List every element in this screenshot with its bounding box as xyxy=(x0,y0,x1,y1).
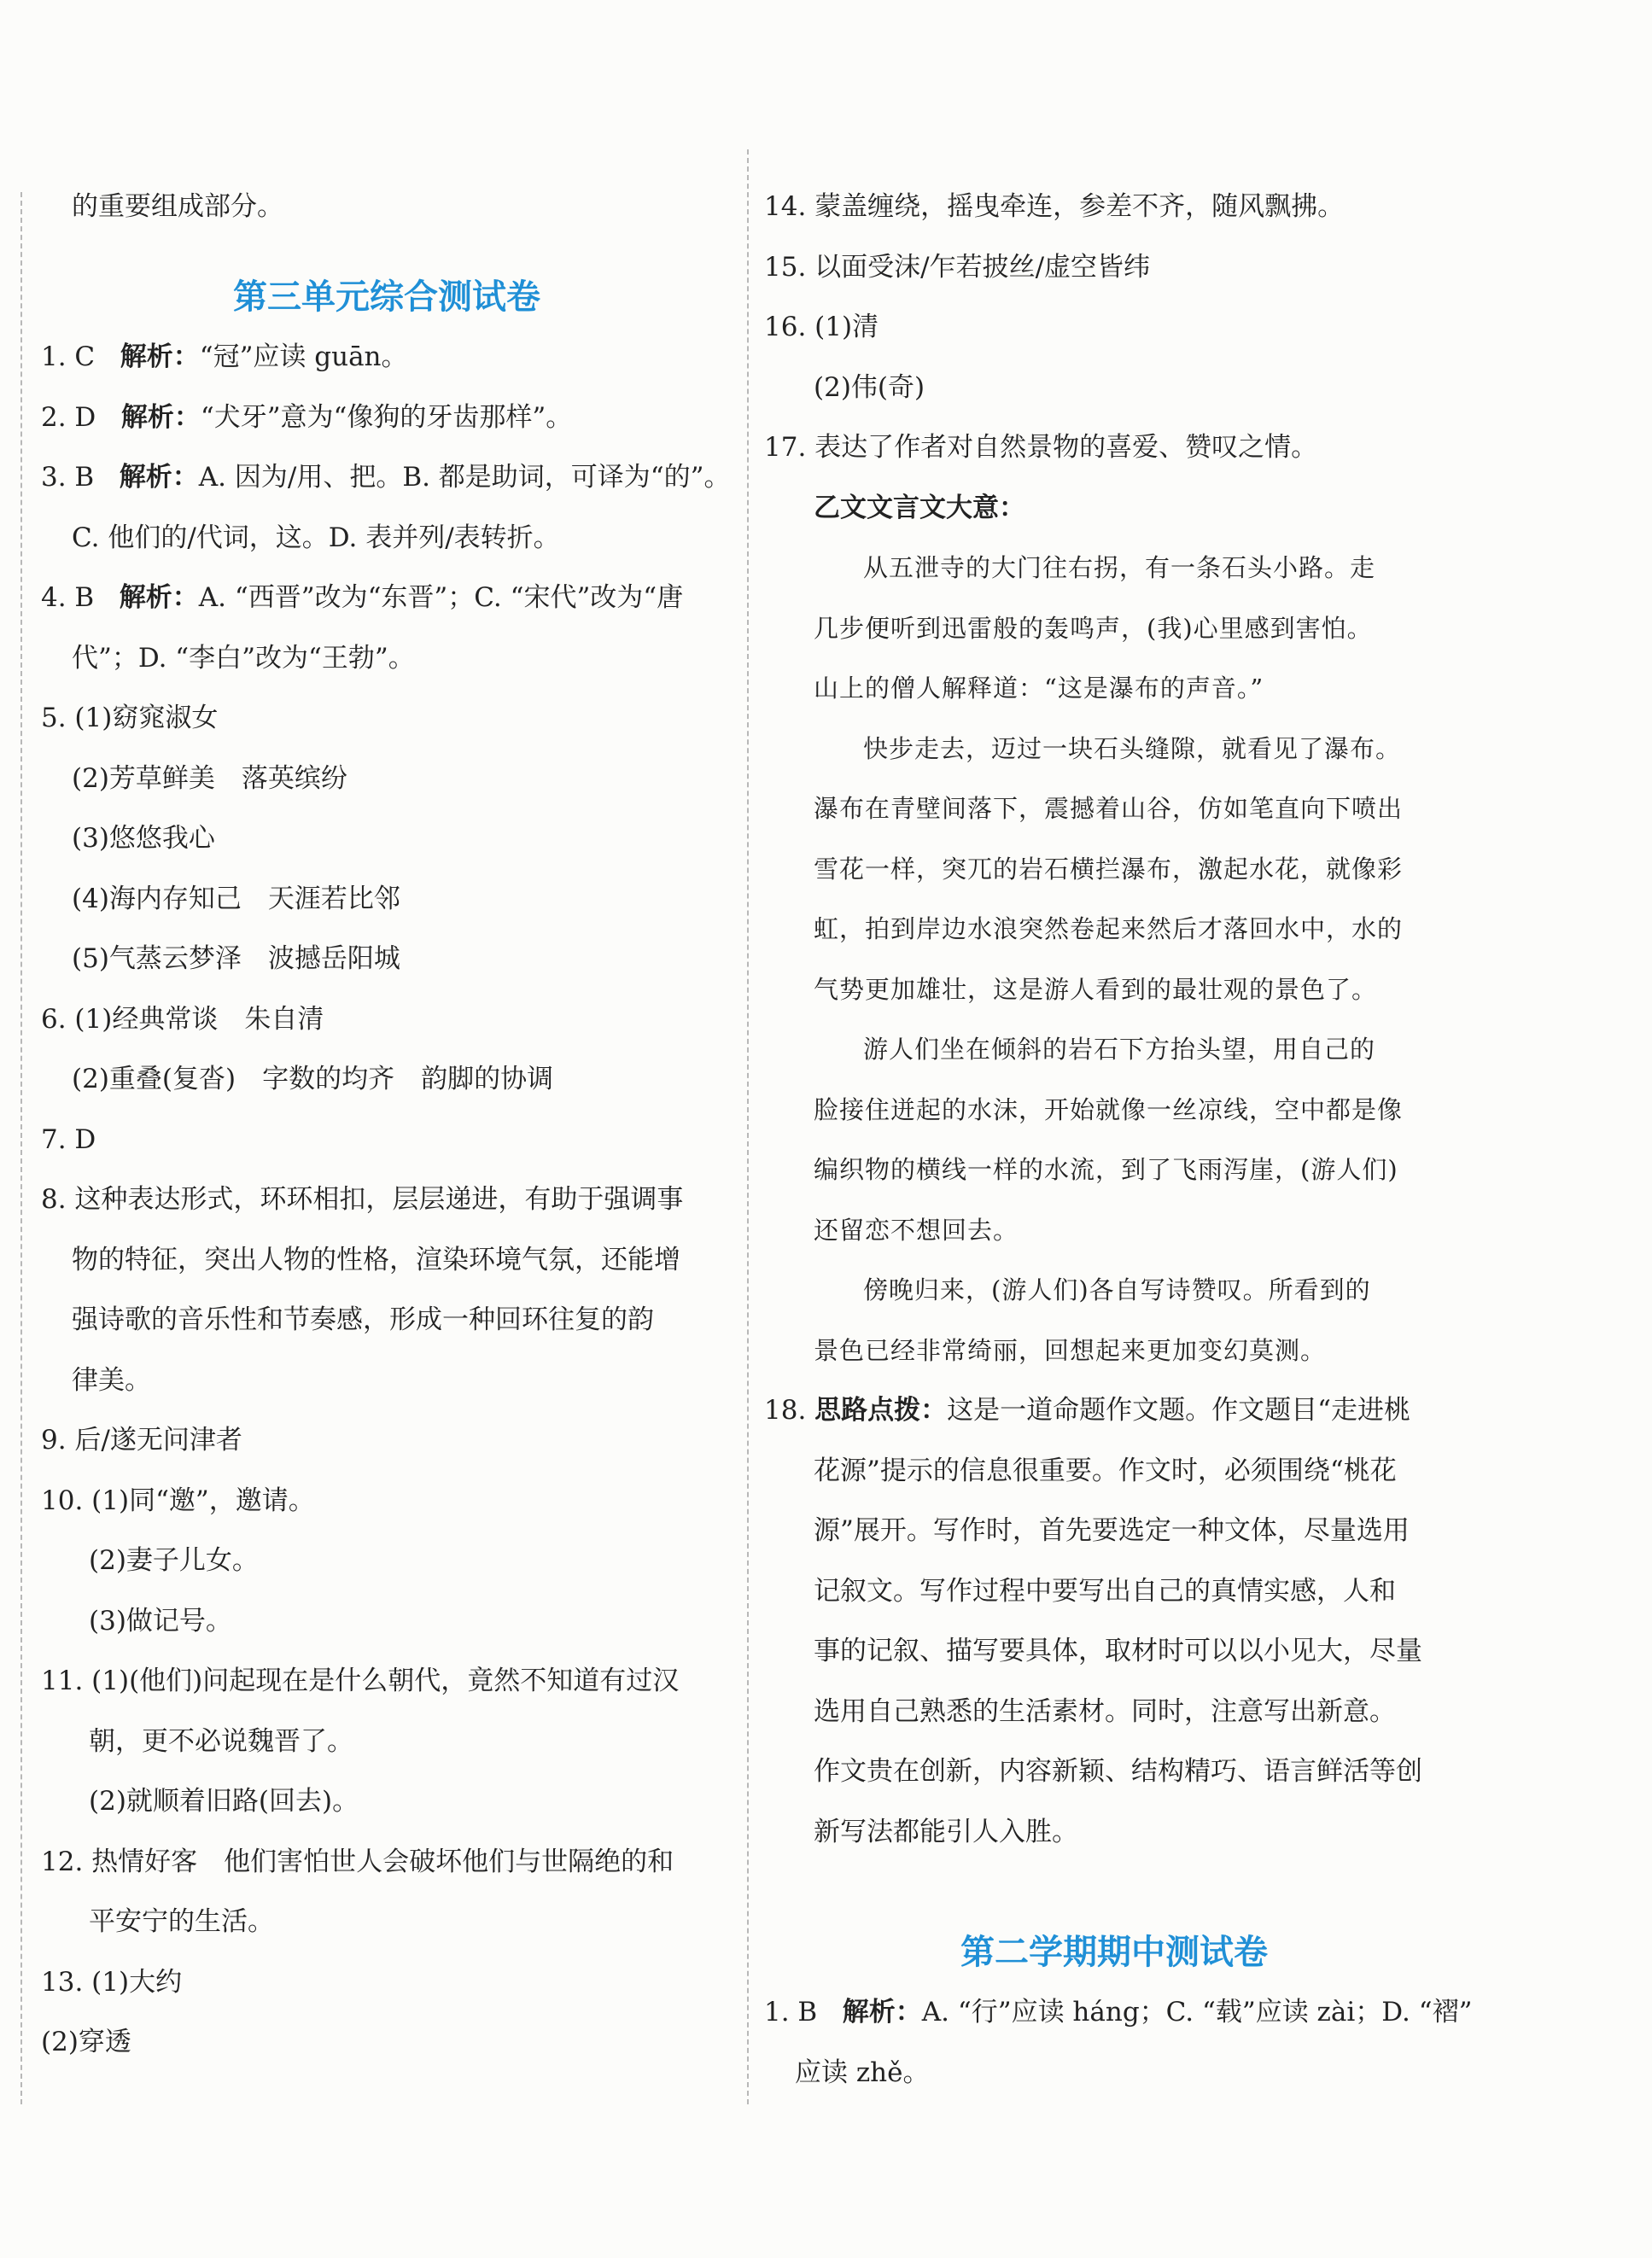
answer-5-3: (3)悠悠我心 xyxy=(72,823,215,854)
answer-8-4: 律美。 xyxy=(72,1364,151,1396)
answer-10-2: (2)妻子儿女。 xyxy=(89,1545,259,1576)
answer-18-line: 新写法都能引人入胜。 xyxy=(814,1816,1078,1847)
answer-9: 9. 后/遂无问津者 xyxy=(41,1425,242,1456)
translation-line: 气势更加雄壮，这是游人看到的最壮观的景色了。 xyxy=(814,974,1378,1004)
answer-2 xyxy=(41,388,733,448)
answer-4 xyxy=(41,568,733,628)
answer-text: A. “西晋”改为“东晋”；C. “宋代”改为“唐 xyxy=(198,582,684,613)
answer-5-1: 5. (1)窈窕淑女 xyxy=(41,703,219,733)
column-divider xyxy=(747,149,749,2104)
text-line: 的重要组成部分。 xyxy=(72,191,283,222)
answer-4-continued: 代”；D. “李白”改为“王勃”。 xyxy=(72,642,415,674)
answer-11-3: (2)就顺着旧路(回去)。 xyxy=(89,1786,359,1817)
answer-5-4: (4)海内存知己 天涯若比邻 xyxy=(72,883,400,914)
answer-text: A. “行”应读 háng；C. “载”应读 zài；D. “褶” xyxy=(921,1997,1473,2028)
answer-text: “冠”应读 guān。 xyxy=(199,341,408,372)
translation-line: 从五泄寺的大门往右拐，有一条石头小路。走 xyxy=(863,553,1376,582)
answer-number: 18. xyxy=(764,1395,815,1426)
translation-line: 编织物的横线一样的水流，到了飞雨泻崖，(游人们) xyxy=(814,1155,1398,1184)
translation-line: 游人们坐在倾斜的岩石下方抬头望，用自己的 xyxy=(863,1035,1376,1064)
left-column xyxy=(41,177,733,2073)
analysis-label: 解析： xyxy=(119,462,199,493)
answer-number: 4. B xyxy=(41,582,95,613)
answer-6-1: 6. (1)经典常谈 朱自清 xyxy=(41,1003,324,1035)
answer-18-line: 花源”提示的信息很重要。作文时，必须围绕“桃花 xyxy=(814,1455,1397,1486)
answer-18-line: 事的记叙、描写要具体，取材时可以以小见大，尽量 xyxy=(814,1636,1422,1666)
answer-text: “犬牙”意为“像狗的牙齿那样”。 xyxy=(200,401,573,433)
right-column xyxy=(764,177,1473,2103)
left-margin-divider xyxy=(20,192,22,2104)
answer-18-line: 作文贵在创新，内容新颖、结构精巧、语言鲜活等创 xyxy=(814,1756,1422,1787)
answer-12-2: 平安宁的生活。 xyxy=(89,1906,274,1937)
answer-3-continued: C. 他们的/代词，这。D. 表并列/表转折。 xyxy=(72,522,560,553)
translation-line: 还留恋不想回去。 xyxy=(814,1215,1019,1245)
translation-line: 瀑布在青壁间落下，震撼着山谷，仿如笔直向下喷出 xyxy=(814,794,1404,823)
answer-14: 14. 蒙盖缠绕，摇曳牵连，参差不齐，随风飘拂。 xyxy=(764,191,1345,222)
analysis-label: 解析： xyxy=(120,401,201,433)
answer-10-3: (3)做记号。 xyxy=(89,1605,232,1637)
answer-18-line: 源”展开。写作时，首先要选定一种文体，尽量选用 xyxy=(814,1515,1410,1546)
translation-heading: 乙文文言文大意： xyxy=(814,492,1025,523)
answer-1 xyxy=(41,327,733,388)
answer-5-2: (2)芳草鲜美 落英缤纷 xyxy=(72,762,347,794)
answer-16-1: 16. (1)清 xyxy=(764,312,879,342)
answer-8-3: 强诗歌的音乐性和节奏感，形成一种回环往复的韵 xyxy=(72,1304,654,1335)
section-title-unit3: 第三单元综合测试卷 xyxy=(233,277,540,317)
answer-number: 1. B xyxy=(764,1997,818,2028)
answer-7: 7. D xyxy=(41,1123,96,1155)
answer-8-1: 8. 这种表达形式，环环相扣，层层递进，有助于强调事 xyxy=(41,1184,684,1215)
answer-text: 这是一道命题作文题。作文题目“走进桃 xyxy=(947,1395,1411,1426)
translation-line: 山上的僧人解释道：“这是瀑布的声音。” xyxy=(814,674,1264,703)
translation-line: 快步走去，迈过一块石头缝隙，就看见了瀑布。 xyxy=(863,733,1402,763)
translation-line: 景色已经非常绮丽，回想起来更加变幻莫测。 xyxy=(814,1335,1327,1365)
answer-18-line: 选用自己熟悉的生活素材。同时，注意写出新意。 xyxy=(814,1695,1396,1727)
answer-11-2: 朝，更不必说魏晋了。 xyxy=(89,1725,353,1757)
translation-line: 雪花一样，突兀的岩石横拦瀑布，激起水花，就像彩 xyxy=(814,854,1404,884)
analysis-label: 解析： xyxy=(119,582,199,613)
analysis-label: 解析： xyxy=(842,1997,922,2028)
translation-line: 几步便听到迅雷般的轰鸣声，(我)心里感到害怕。 xyxy=(814,613,1373,643)
answer-3 xyxy=(41,447,733,508)
hint-label: 思路点拨： xyxy=(814,1395,948,1426)
answer-number: 1. C xyxy=(41,341,96,372)
answer-text: A. 因为/用、把。B. 都是助词，可译为“的”。 xyxy=(198,462,731,493)
answer-17: 17. 表达了作者对自然景物的喜爱、赞叹之情。 xyxy=(764,432,1318,463)
spacer xyxy=(41,237,733,267)
answer-13-1: 13. (1)大约 xyxy=(41,1966,183,1998)
midterm-answer-1 xyxy=(764,1982,1473,2043)
spacer xyxy=(764,1862,1464,1923)
answer-5-5: (5)气蒸云梦泽 波撼岳阳城 xyxy=(72,943,400,974)
answer-16-2: (2)伟(奇) xyxy=(814,371,925,403)
translation-line: 傍晚归来，(游人们)各自写诗赞叹。所看到的 xyxy=(863,1275,1371,1304)
analysis-label: 解析： xyxy=(120,341,200,372)
section-title-midterm: 第二学期期中测试卷 xyxy=(960,1932,1268,1972)
answer-10-1: 10. (1)同“邀”，邀请。 xyxy=(41,1485,315,1516)
midterm-answer-1-continued: 应读 zhě。 xyxy=(795,2057,930,2088)
answer-6-2: (2)重叠(复沓) 字数的均齐 韵脚的协调 xyxy=(72,1064,554,1094)
answer-8-2: 物的特征，突出人物的性格，渲染环境气氛，还能增 xyxy=(72,1244,680,1275)
answer-18-line: 记叙文。写作过程中要写出自己的真情实感，人和 xyxy=(814,1575,1396,1607)
answer-number: 2. D xyxy=(41,401,96,433)
answer-11-1: 11. (1)(他们)问起现在是什么朝代，竟然不知道有过汉 xyxy=(41,1666,680,1696)
answer-15: 15. 以面受沫/乍若披丝/虚空皆纬 xyxy=(764,251,1151,283)
answer-13-2: (2)穿透 xyxy=(41,2027,131,2057)
answer-number: 3. B xyxy=(41,462,95,493)
translation-line: 脸接住迸起的水沫，开始就像一丝凉线，空中都是像 xyxy=(814,1094,1404,1124)
translation-line: 虹，拍到岸边水浪突然卷起来然后才落回水中，水的 xyxy=(814,914,1404,943)
answer-12-1: 12. 热情好客 他们害怕世人会破坏他们与世隔绝的和 xyxy=(41,1846,674,1877)
answer-18 xyxy=(764,1380,1464,1441)
